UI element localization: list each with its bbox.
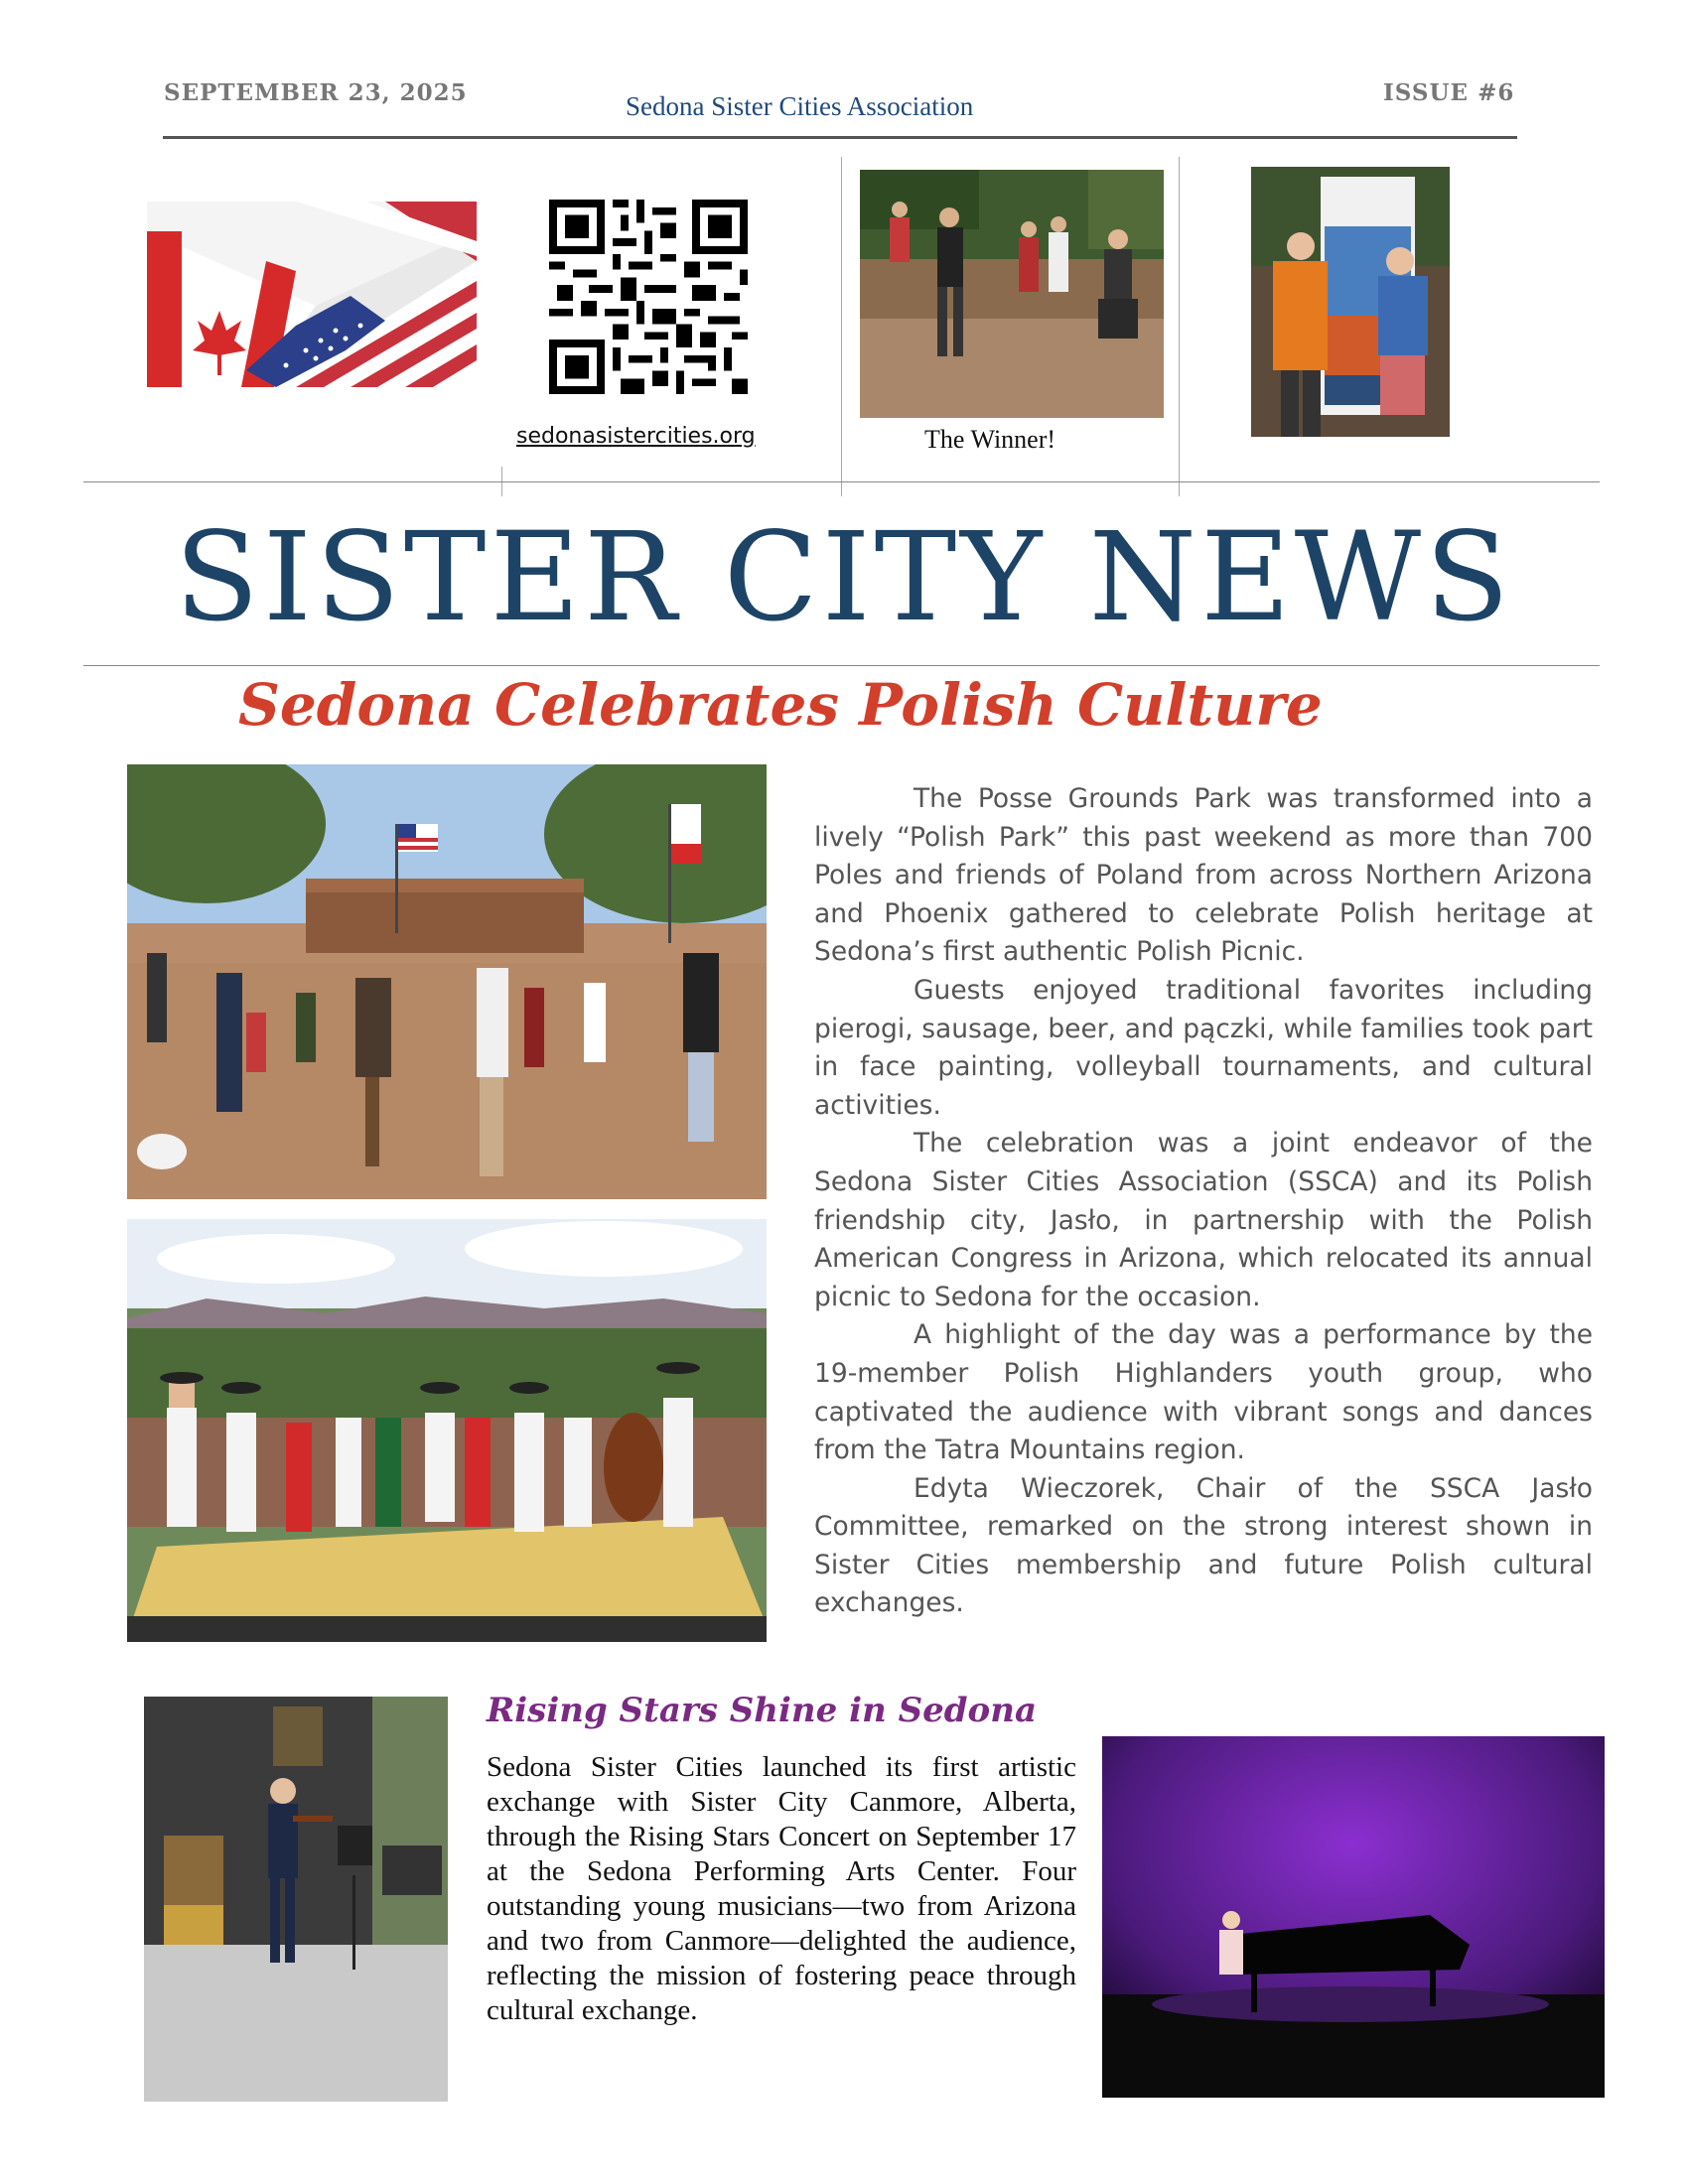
header-rule bbox=[163, 136, 1517, 139]
second-headline: Rising Stars Shine in Sedona bbox=[487, 1691, 1037, 1730]
second-article bbox=[487, 1750, 1076, 2028]
lead-article bbox=[814, 780, 1593, 1623]
lead-paragraph-2: Guests enjoyed traditional favorites including pierogi, sausage, beer, and pączki, while families took part in face painting, volleyball tournaments, and cultural activities. bbox=[814, 974, 1593, 1121]
newsletter-title: SISTER CITY NEWS bbox=[174, 506, 1514, 649]
sedona-banner-photo bbox=[1251, 167, 1450, 437]
qr-code[interactable] bbox=[549, 200, 748, 394]
polish-picnic-crowd-photo bbox=[127, 764, 767, 1199]
lead-paragraph-1: The Posse Grounds Park was transformed into a lively “Polish Park” this past weekend as more than 700 Poles and friends of Poland from across Northern Arizona and Phoenix gathered to celebrate Polish heritage at Sedona’s first authentic Polish Picnic. bbox=[814, 783, 1593, 968]
violinist-photo bbox=[144, 1697, 448, 2102]
lead-paragraph-5: Edyta Wieczorek, Chair of the SSCA Jasło Committee, remarked on the strong interest shown in Sister Cities membership and future Polish cultural exchanges. bbox=[814, 1472, 1593, 1619]
canada-usa-flags-image bbox=[147, 202, 477, 387]
organization-name: Sedona Sister Cities Association bbox=[626, 91, 974, 121]
issue-number: ISSUE #6 bbox=[1383, 79, 1515, 106]
lead-paragraph-4: A highlight of the day was a performance by the 19-member Polish Highlanders youth group, who captivated the audience with vibrant songs and dances from the Tatra Mountains region. bbox=[814, 1319, 1593, 1466]
pianist-on-stage-photo bbox=[1102, 1736, 1605, 2098]
title-bottom-rule bbox=[83, 665, 1600, 666]
winner-caption: The Winner! bbox=[924, 425, 1056, 454]
lead-paragraph-3: The celebration was a joint endeavor of the Sedona Sister Cities Association (SSCA) and its Polish friendship city, Jasło, in partnership with the Polish American Congress in Arizona, which relocated its annual picnic to Sedona for the occasion. bbox=[814, 1128, 1593, 1312]
strip-divider-3 bbox=[1179, 157, 1180, 496]
dance-winner-photo bbox=[860, 170, 1164, 418]
strip-divider-2 bbox=[841, 157, 842, 496]
website-link[interactable]: sedonasistercities.org bbox=[516, 424, 756, 449]
issue-date: SEPTEMBER 23, 2025 bbox=[164, 79, 468, 106]
strip-bottom-rule bbox=[83, 481, 1600, 482]
lead-headline: Sedona Celebrates Polish Culture bbox=[238, 671, 1323, 739]
polish-highlanders-photo bbox=[127, 1219, 767, 1642]
second-paragraph: Sedona Sister Cities launched its first artistic exchange with Sister City Canmore, Alberta, through the Rising Stars Concert on September 17 at the Sedona Performing Arts Center. Four outstanding young musicians—two from Arizona and two from Canmore—delighted the audience, reflecting the mission of fostering peace through cultural exchange. bbox=[487, 1751, 1076, 2026]
